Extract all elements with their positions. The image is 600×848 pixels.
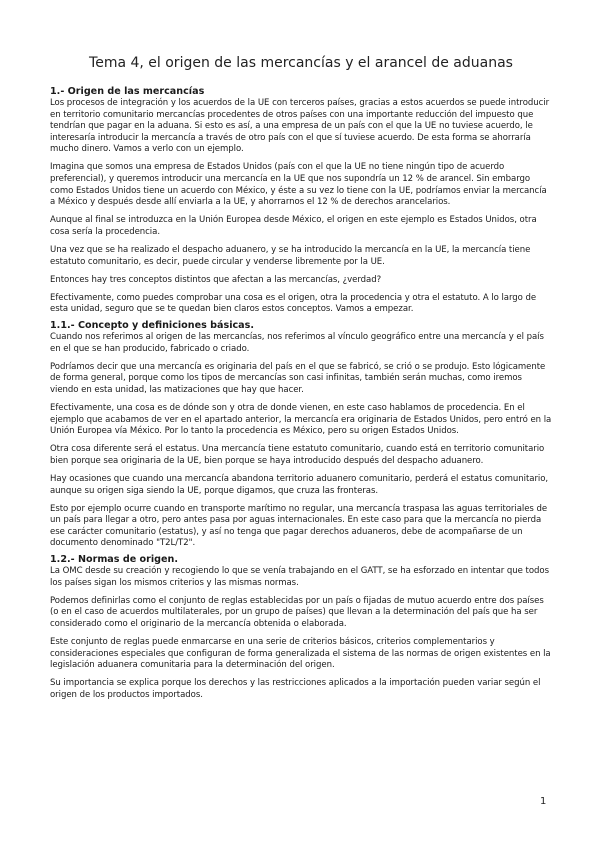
paragraph: Los procesos de integración y los acuerdos de la UE con terceros países, gracias a estos acuerdos se puede introducir en territorio comunitario mercancías procedentes de otros países con una importante reducción del impuesto que tendrían que pagar en la aduana. Si esto es así, a una empresa de un país con el que la UE no tuviese acuerdo, le interesaría introducir la mercancía a través de otro país con el que sí tuviese acuerdo. De esta forma se ahorraría mucho dinero. Vamos a verlo con un ejemplo. [50,98,550,155]
section-heading: 1.2.- Normas de origen. [50,554,179,565]
paragraph: Efectivamente, una cosa es de dónde son y otra de donde vienen, en este caso hablamos de procedencia. En el ejemplo que acabamos de ver en el apartado anterior, la mercancía era originaria de Estados Unidos, pero entró en la Unión Europea vía México. Por lo tanto la procedencia es México, pero su origen Estados Unidos. [50,402,552,437]
paragraph: Este conjunto de reglas puede enmarcarse en una serie de criterios básicos, criterios complementarios y consideraciones especiales que configuran de forma generalizada el sistema de las normas de origen existentes en la legislación aduanera comunitaria para la determinación del origen. [50,636,551,671]
paragraph: Imagina que somos una empresa de Estados Unidos (país con el que la UE no tiene ningún tipo de acuerdo preferencial), y queremos introducir una mercancía en la UE que nos supondría un 12 % de arancel. Sin embargo como Estados Unidos tiene un acuerdo con México, y éste a su vez lo tiene con la UE, podríamos enviar la mercancía a México y después desde allí enviarla a la UE, y ahorrarnos el 12 % de derechos arancelarios. [50,162,547,208]
paragraph: Aunque al final se introduzca en la Unión Europea desde México, el origen en este ejemplo es Estados Unidos, otra cosa sería la procedencia. [50,215,537,237]
document-title: Tema 4, el origen de las mercancías y el arancel de aduanas [89,55,513,71]
paragraph: Otra cosa diferente será el estatus. Una mercancía tiene estatuto comunitario, cuando está en territorio comunitario bien porque sea originaria de la UE, bien porque se haya introducido después del despacho aduanero. [50,444,545,466]
paragraph: Entonces hay tres conceptos distintos que afectan a las mercancías, ¿verdad? [50,274,382,285]
paragraph: Podemos definirlas como el conjunto de reglas establecidas por un país o fijadas de mutuo acuerdo entre dos países (o en el caso de acuerdos multilaterales, por un grupo de países) que llevan a la determinación del país que ha ser considerado como el originario de la mercancía obtenida o elaborada. [50,595,544,629]
paragraph: Hay ocasiones que cuando una mercancía abandona territorio aduanero comunitario, perderá el estatus comunitario, aunque su origen siga siendo la UE, porque digamos, que cruza las fronteras. [50,473,549,496]
document-body [50,86,552,708]
paragraph: La OMC desde su creación y recogiendo lo que se venía trabajando en el GATT, se ha esforzado en intentar que todos los países sigan los mismos criterios y las mismas normas. [50,566,549,588]
paragraph: Efectivamente, como puedes comprobar una cosa es el origen, otra la procedencia y otra el estatuto. A lo largo de esta unidad, seguro que se te quedan bien claros estos conceptos. Vamos a empezar. [50,292,537,315]
paragraph: Una vez que se ha realizado el despacho aduanero, y se ha introducido la mercancía en la UE, la mercancía tiene estatuto comunitario, es decir, puede circular y venderse libremente por la UE. [50,245,531,267]
page-number: 1 [540,796,547,807]
section-heading: 1.- Origen de las mercancías [50,86,205,97]
paragraph: Su importancia se explica porque los derechos y las restricciones aplicados a la importación pueden variar según el origen de los productos importados. [50,678,541,700]
paragraph: Cuando nos referimos al origen de las mercancías, nos referimos al vínculo geográfico entre una mercancía y el país en el que se han producido, fabricado o criado. [50,332,544,354]
paragraph: Esto por ejemplo ocurre cuando en transporte marítimo no regular, una mercancía traspasa las aguas territoriales de un país para llegar a otro, pero antes pasa por aguas internacionales. En este caso para que la mercancía no pierda ese carácter comunitario (estatus), y así no tenga que pagar derechos aduaneros, debe de acompañarse de un documento denominado "T2L/T2". [50,503,548,549]
paragraph: Podríamos decir que una mercancía es originaria del país en el que se fabricó, se crió o se produjo. Esto lógicamente de forma general, porque como los tipos de mercancías son casi infinitas, también serán muchas, como iremos viendo en esta unidad, las matizaciones que hay que hacer. [50,361,546,395]
section-heading: 1.1.- Concepto y definiciones básicas. [50,320,255,331]
